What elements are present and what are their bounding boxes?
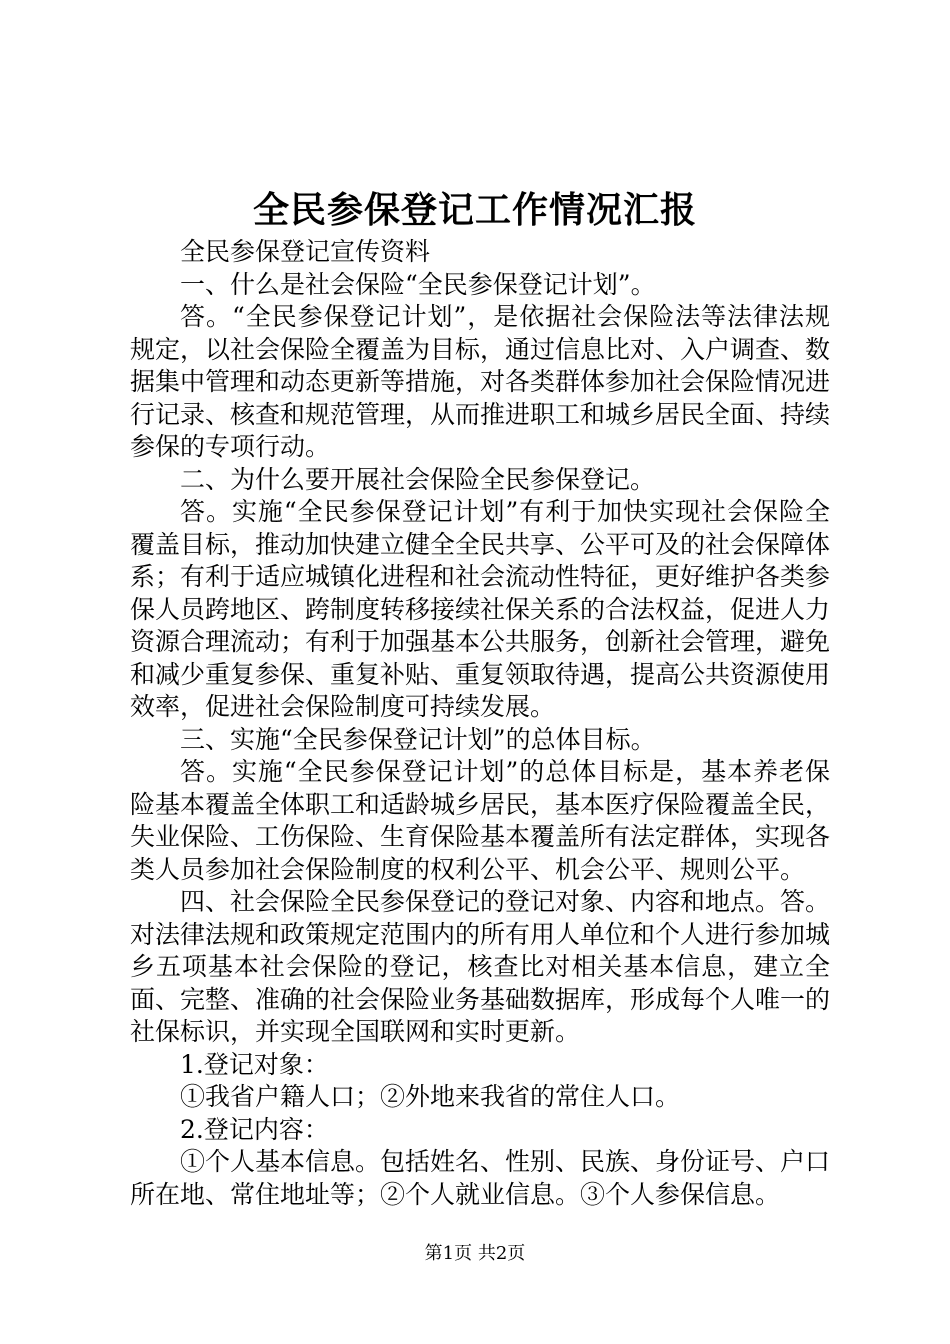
paragraph-item-1-body: ①我省户籍人口；②外地来我省的常住人口。 xyxy=(180,1082,681,1111)
paragraph-question-2: 二、为什么要开展社会保险全民参保登记。 xyxy=(180,464,656,494)
paragraph-answer-2: 答。实施“全民参保登记计划”有利于加快实现社会保险全覆盖目标，推动加快建立健全全民共享、公平可及的社会保障体系；有利于适应城镇化进程和社会流动性特征，更好维护各类参保人员跨地区、跨制度转移接续社保关系的合法权益，促进人力资源合理流动；有利于加强基本公共服务，创新社会管理，避免和减少重复参保、重复补贴、重复领取待遇，提高公共资源使用效率，促进社会保险制度可持续发展。 xyxy=(130,497,831,721)
paragraph-heading: 全民参保登记宣传资料 xyxy=(180,237,431,266)
paragraph-answer-3: 答。实施“全民参保登记计划”的总体目标是，基本养老保险基本覆盖全体职工和适龄城乡居民，基本医疗保险覆盖全民，失业保险、工伤保险、生育保险基本覆盖所有法定群体，实现各类人员参加社会保险制度的权利公平、机会公平、规则公平。 xyxy=(130,757,831,884)
paragraph-answer-1: 答。“全民参保登记计划”，是依据社会保险法等法律法规规定，以社会保险全覆盖为目标，通过信息比对、入户调查、数据集中管理和动态更新等措施，对各类群体参加社会保险情况进行记录、核查和规范管理，从而推进职工和城乡居民全面、持续参保的专项行动。 xyxy=(130,302,831,461)
document-body xyxy=(130,236,830,1211)
paragraph-item-2-body: ①个人基本信息。包括姓名、性别、民族、身份证号、户口所在地、常住地址等；②个人就业信息。③个人参保信息。 xyxy=(130,1147,831,1209)
paragraph-question-3: 三、实施“全民参保登记计划”的总体目标。 xyxy=(180,724,656,754)
paragraph-question-4: 四、社会保险全民参保登记的登记对象、内容和地点。答。对法律法规和政策规定范围内的所有用人单位和个人进行参加城乡五项基本社会保险的登记，核查比对相关基本信息，建立全面、完整、准确的社会保险业务基础数据库，形成每个人唯一的社保标识，并实现全国联网和实时更新。 xyxy=(130,887,831,1046)
paragraph-item-2-heading: 2.登记内容： xyxy=(180,1114,329,1144)
page-footer: 第1页 共2页 xyxy=(424,1243,526,1264)
document-title: 全民参保登记工作情况汇报 xyxy=(252,189,697,231)
paragraph-item-1-heading: 1.登记对象： xyxy=(180,1049,329,1079)
paragraph-question-1: 一、什么是社会保险“全民参保登记计划”。 xyxy=(180,269,656,299)
